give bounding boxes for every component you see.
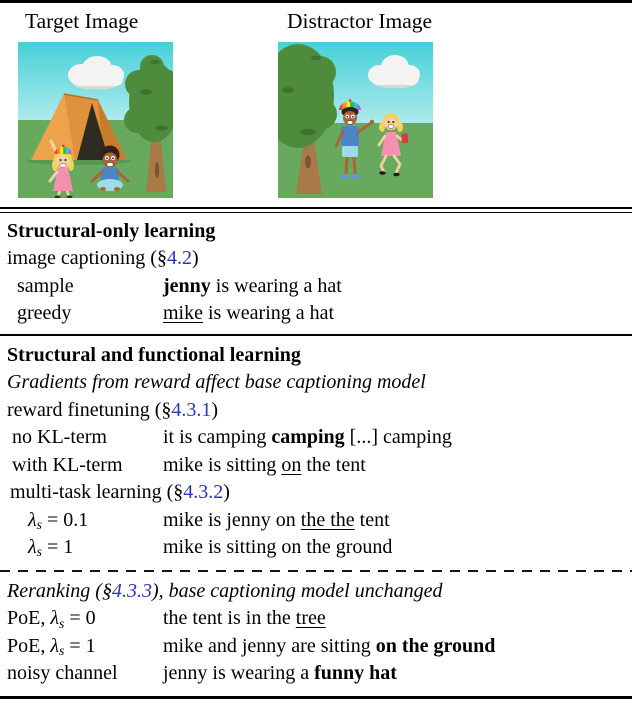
row-label	[7, 424, 163, 452]
text-segment: jenny	[163, 274, 211, 297]
figure-images	[0, 3, 632, 207]
text-segment: on the ground	[375, 634, 496, 657]
row-label	[7, 633, 163, 661]
row-caption	[163, 633, 628, 661]
text-segment: is wearing a hat	[203, 302, 335, 324]
section-structural-only	[0, 213, 632, 334]
table-row	[7, 633, 628, 661]
text-segment: )	[223, 481, 230, 503]
text-segment: s	[59, 643, 65, 659]
row-caption	[163, 424, 628, 452]
table-row	[7, 300, 628, 328]
text-segment: = 0	[64, 607, 96, 630]
text-segment: λ	[50, 634, 60, 657]
line-text	[7, 218, 628, 246]
text-segment: the tent is in the	[163, 607, 296, 630]
table-row	[7, 660, 628, 688]
text-segment: = 1	[41, 536, 74, 558]
table-line	[7, 218, 628, 246]
line-text	[7, 369, 628, 397]
text-segment: s	[59, 615, 65, 631]
text-segment: Gradients from reward affect base captioning model	[7, 371, 426, 393]
text-segment: mike is jenny on	[163, 508, 301, 531]
text-segment: jenny is wearing a	[163, 662, 315, 685]
line-text	[7, 342, 628, 370]
bottom-rule	[0, 696, 632, 699]
text-segment: )	[211, 398, 219, 421]
table-line	[7, 578, 628, 606]
text-segment: tent	[354, 508, 390, 531]
text-segment: the the	[300, 508, 355, 531]
table-row	[7, 605, 628, 633]
text-segment: λ	[50, 607, 60, 630]
row-caption	[163, 300, 628, 328]
table-line	[7, 479, 628, 507]
row-label	[7, 452, 163, 480]
text-segment: s	[36, 516, 42, 532]
distractor-image	[278, 42, 433, 198]
text-segment: )	[191, 247, 199, 269]
table-row	[7, 452, 628, 480]
table-line	[7, 245, 628, 273]
row-caption	[163, 452, 628, 480]
distractor-image-label: Distractor Image	[287, 9, 433, 33]
text-segment: sample	[17, 274, 74, 297]
text-segment: λ	[28, 536, 37, 558]
section-ref-link[interactable]: 4.3.2	[183, 481, 224, 503]
text-segment: = 1	[64, 634, 96, 657]
text-segment: λ	[28, 508, 37, 531]
section-ref-link[interactable]: 4.3.3	[111, 579, 152, 602]
row-caption	[163, 605, 628, 633]
target-image	[18, 42, 173, 198]
text-segment: mike is sitting	[163, 453, 282, 476]
text-segment: s	[36, 544, 42, 560]
row-label	[7, 273, 163, 301]
row-caption	[163, 507, 628, 535]
section-structural-functional	[0, 336, 632, 570]
text-segment: funny hat	[314, 662, 397, 685]
section-reranking	[0, 572, 632, 696]
table-row	[7, 507, 628, 535]
text-segment: on	[281, 453, 302, 476]
text-segment: multi-task learning (§	[10, 481, 184, 503]
text-segment: ), base captioning model unchanged	[151, 579, 443, 602]
row-label	[7, 507, 163, 535]
line-text	[7, 397, 628, 425]
row-label	[7, 605, 163, 633]
text-segment: = 0.1	[41, 508, 89, 531]
text-segment: tree	[295, 607, 326, 630]
text-segment: mike and jenny are sitting	[163, 634, 376, 657]
table-row	[7, 424, 628, 452]
table-line	[7, 369, 628, 397]
row-caption	[163, 660, 628, 688]
text-segment: PoE,	[7, 634, 51, 657]
table-line	[7, 397, 628, 425]
line-text	[7, 479, 628, 507]
text-segment: greedy	[17, 302, 72, 324]
section-ref-link[interactable]: 4.3.1	[171, 398, 212, 421]
text-segment: mike	[163, 302, 203, 324]
text-segment: noisy channel	[7, 662, 118, 685]
row-label	[7, 660, 163, 688]
text-segment: with KL-term	[12, 453, 123, 476]
text-segment: PoE,	[7, 607, 51, 630]
table-line	[7, 342, 628, 370]
section-ref-link[interactable]: 4.2	[166, 247, 192, 269]
row-caption	[163, 273, 628, 301]
table-row	[7, 273, 628, 301]
text-segment: Structural and functional learning	[7, 343, 301, 366]
table-row	[7, 534, 628, 562]
line-text	[7, 578, 628, 606]
line-text	[7, 245, 628, 273]
text-segment: image captioning (§	[7, 247, 167, 269]
text-segment: Reranking (§	[7, 579, 112, 602]
text-segment: Structural-only learning	[7, 219, 216, 242]
row-label	[7, 300, 163, 328]
text-segment: it is camping	[163, 426, 272, 448]
row-caption	[163, 534, 628, 562]
text-segment: [...] camping	[344, 426, 452, 448]
text-segment: camping	[271, 426, 345, 448]
text-segment: no KL-term	[12, 426, 107, 448]
row-label	[7, 534, 163, 562]
text-segment: the tent	[301, 453, 366, 476]
text-segment: is wearing a hat	[210, 274, 342, 297]
text-segment: mike is sitting on the ground	[163, 536, 393, 558]
target-image-label: Target Image	[25, 9, 139, 33]
text-segment: reward finetuning (§	[7, 398, 172, 421]
